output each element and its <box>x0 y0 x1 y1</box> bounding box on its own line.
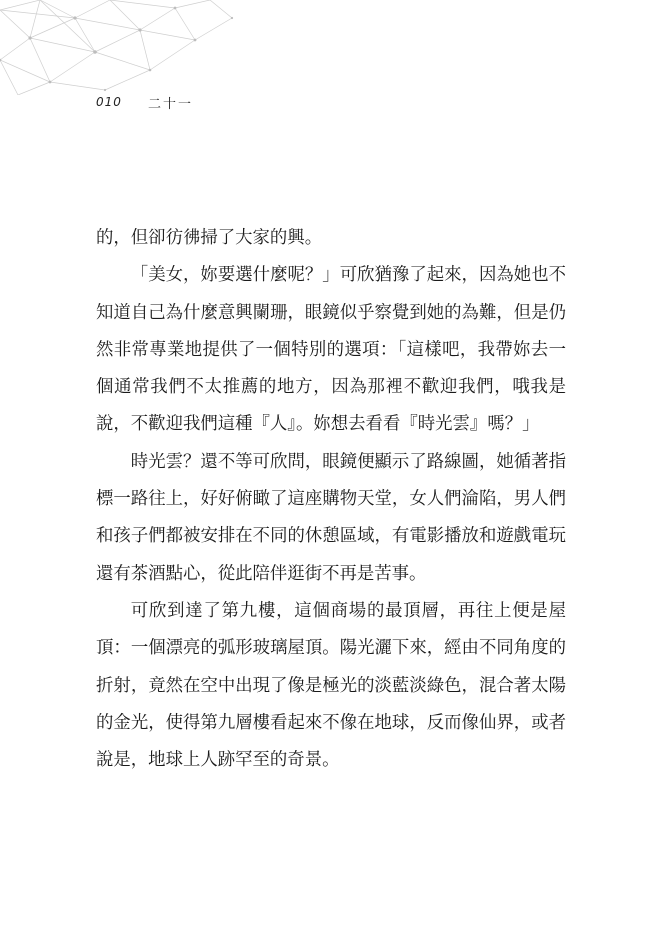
paragraph-2: 「美女，妳要選什麼呢？」可欣猶豫了起來，因為她也不知道自己為什麼意興闌珊，眼鏡似乎察覺到她的為難，但是仍然非常專業地提供了一個特別的選項：「這樣吧，我帶妳去一個通常我們不太推薦的地方，因為那裡不歡迎我們，哦我是說，不歡迎我們這種『人』。妳想去看看『時光雲』嗎？」 <box>96 265 566 435</box>
chapter-title: 二十一 <box>148 96 194 112</box>
page-number: 010 <box>96 95 122 109</box>
paragraph-1: 的，但卻彷彿掃了大家的興。 <box>96 228 323 248</box>
body-text <box>96 220 566 779</box>
paragraph-4: 可欣到達了第九樓，這個商場的最頂層，再往上便是屋頂：一個漂亮的弧形玻璃屋頂。陽光灑下來，經由不同角度的折射，竟然在空中出現了像是極光的淡藍淡綠色，混合著太陽的金光，使得第九層樓看起來不像在地球，反而像仙界，或者說是，地球上人跡罕至的奇景。 <box>96 600 566 771</box>
paragraph-3: 時光雲？還不等可欣問，眼鏡便顯示了路線圖，她循著指標一路往上，好好俯瞰了這座購物天堂，女人們淪陷，男人們和孩子們都被安排在不同的休憩區域，有電影播放和遊戲電玩還有茶酒點心，從此陪伴逛街不再是苦事。 <box>96 451 566 584</box>
network-lines-icon <box>0 0 240 95</box>
running-header <box>96 92 193 112</box>
